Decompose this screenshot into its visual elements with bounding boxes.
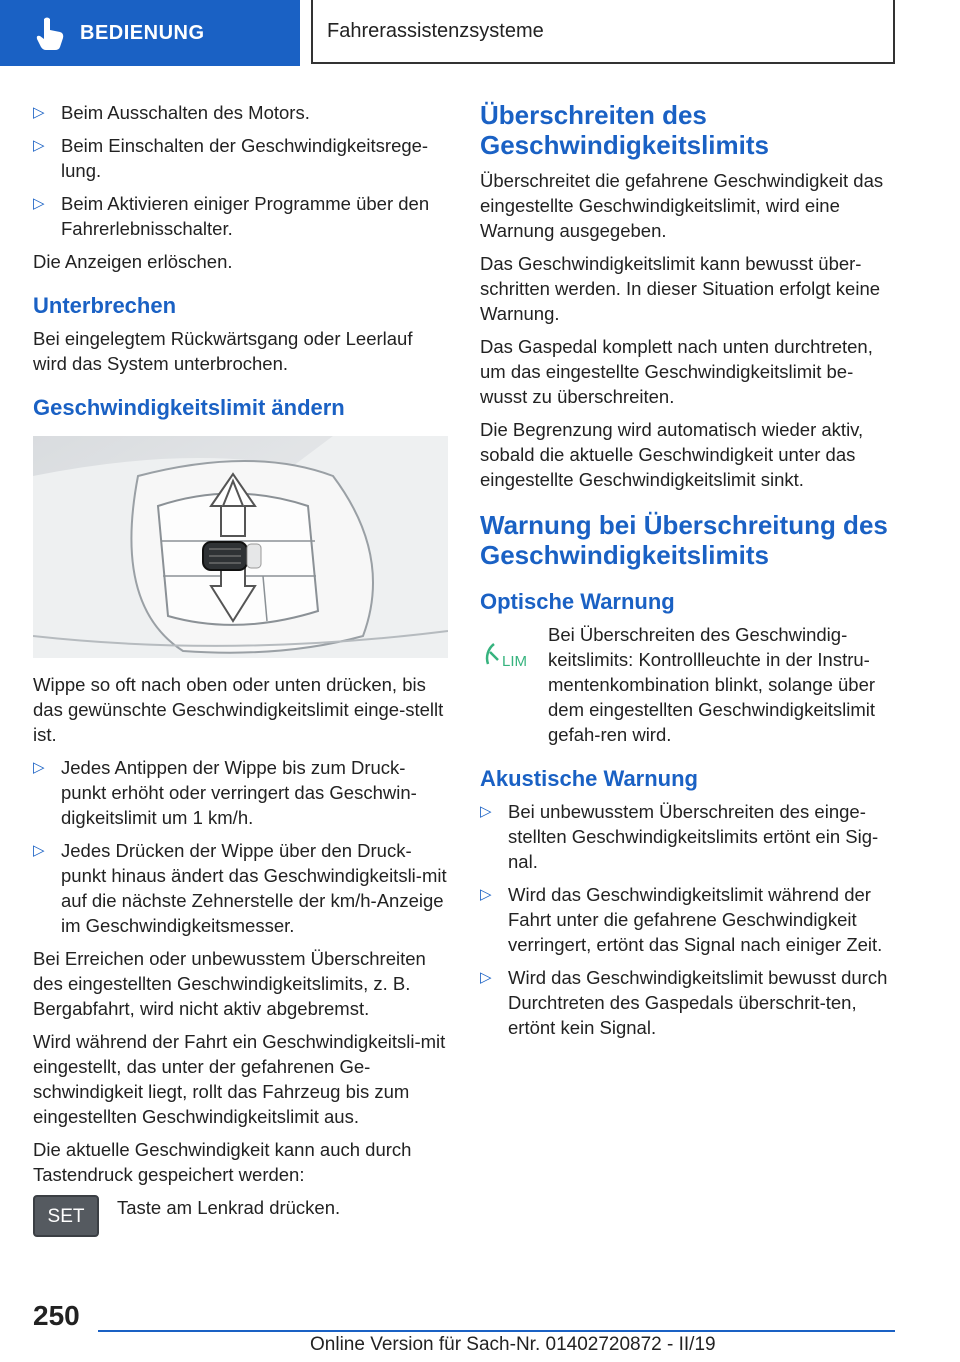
bullet-list-akustisch bbox=[480, 799, 898, 1040]
heading-limit-aendern: Geschwindigkeitslimit ändern bbox=[33, 395, 345, 420]
paragraph-erreichen: Bei Erreichen oder unbewusstem Überschreiten des eingestellten Geschwindigkeitslimits, z. B. Bergabfahrt, wird nicht aktiv abgebremst. bbox=[33, 948, 426, 1019]
heading-unterbrechen: Unterbrechen bbox=[33, 293, 177, 318]
set-key-text: Taste am Lenkrad drücken. bbox=[117, 1197, 341, 1218]
list-item: ▷ Beim Einschalten der Geschwindigkeitsrege-lung. bbox=[33, 133, 448, 183]
paragraph-fahrt: Wird während der Fahrt ein Geschwindigkeitsli-mit eingestellt, das unter der gefahrenen Ge-schwindigkeit liegt, rollt das Fahrzeug bis zum eingestellten Geschwindigkeitslimit aus. bbox=[33, 1031, 446, 1127]
heading-akustisch: Akustische Warnung bbox=[480, 766, 698, 791]
bullet-list-top bbox=[33, 100, 448, 241]
lim-row bbox=[480, 622, 898, 747]
paragraph-2: Das Geschwindigkeitslimit kann bewusst über-schritten werden. In dieser Situation erfolgt keine Warnung. bbox=[480, 253, 881, 324]
footer-online-version: Online Version für Sach-Nr. 01402720872 - II/19 bbox=[310, 1334, 716, 1355]
paragraph-aktuelle: Die aktuelle Geschwindigkeit kann auch durch Tastendruck gespeichert werden: bbox=[33, 1139, 412, 1185]
list-item: ▷ Wird das Geschwindigkeitslimit während der Fahrt unter die gefahrene Geschwindigkeit verringert, ertönt das Signal nach einiger Zeit. bbox=[480, 882, 898, 957]
paragraph-1: Überschreitet die gefahrene Geschwindigkeit das eingestellte Geschwindigkeitslimit, wird eine Warnung ausgegeben. bbox=[480, 170, 884, 241]
heading-warnung: Warnung bei Überschreitung des Geschwindigkeitslimits bbox=[480, 510, 888, 570]
bullet-list-wippe bbox=[33, 755, 448, 938]
paragraph-3: Das Gaspedal komplett nach unten durchtreten, um das eingestellte Geschwindigkeitslimit be-wusst zu überschreiten. bbox=[480, 336, 873, 407]
list-item: ▷ Bei unbewusstem Überschreiten des einge-stellten Geschwindigkeitslimits ertönt ein Sig-nal. bbox=[480, 799, 898, 874]
section-title: Fahrerassistenzsysteme bbox=[311, 0, 895, 64]
lim-label: LIM bbox=[502, 653, 528, 670]
paragraph-4: Die Begrenzung wird automatisch wieder aktiv, sobald die aktuelle Geschwindigkeit unter das eingestellte Geschwindigkeitslimit sinkt. bbox=[480, 419, 864, 490]
list-item: ▷ Beim Aktivieren einiger Programme über den Fahrerlebnisschalter. bbox=[33, 191, 448, 241]
paragraph-anzeigen: Die Anzeigen erlöschen. bbox=[33, 251, 233, 272]
left-column bbox=[33, 100, 448, 1237]
list-item: ▷ Jedes Antippen der Wippe bis zum Druck-punkt erhöht oder verringert das Geschwin-digkeitslimit um 1 km/h. bbox=[33, 755, 448, 830]
paragraph-optisch: Bei Überschreiten des Geschwindig-keitslimits: Kontrollleuchte in der Instru-mentenkombination blinkt, solange über dem eingestellten Geschwindigkeitslimit gefah-ren wird. bbox=[548, 624, 876, 745]
paragraph-unterbrechen: Bei eingelegtem Rückwärtsgang oder Leerlauf wird das System unterbrochen. bbox=[33, 328, 413, 374]
steering-wheel-rocker-image bbox=[33, 436, 448, 658]
speed-limit-lim-icon bbox=[480, 626, 538, 684]
set-key-row bbox=[33, 1195, 448, 1237]
header-tab bbox=[0, 0, 300, 66]
paragraph-wippe: Wippe so oft nach oben oder unten drücken, bis das gewünschte Geschwindigkeitslimit einge-stellt ist. bbox=[33, 674, 444, 745]
header-tab-label: BEDIENUNG bbox=[80, 21, 205, 44]
heading-ueberschreiten: Überschreiten des Geschwindigkeitslimits bbox=[480, 100, 769, 160]
list-item: ▷ Wird das Geschwindigkeitslimit bewusst durch Durchtreten des Gaspedals überschrit-ten, ertönt kein Signal. bbox=[480, 965, 898, 1040]
footer-divider bbox=[98, 1330, 895, 1332]
list-item: ▷ Beim Ausschalten des Motors. bbox=[33, 100, 448, 125]
right-column bbox=[480, 100, 898, 1048]
list-item: ▷ Jedes Drücken der Wippe über den Druck-punkt hinaus ändert das Geschwindigkeitsli-mit auf die nächste Zehnerstelle der km/h-Anzeige im Geschwindigkeitsmesser. bbox=[33, 838, 448, 938]
hand-pointer-icon bbox=[30, 13, 70, 53]
page-number: 250 bbox=[33, 1300, 80, 1331]
heading-optisch: Optische Warnung bbox=[480, 589, 675, 614]
set-key-icon: SET bbox=[33, 1195, 99, 1237]
